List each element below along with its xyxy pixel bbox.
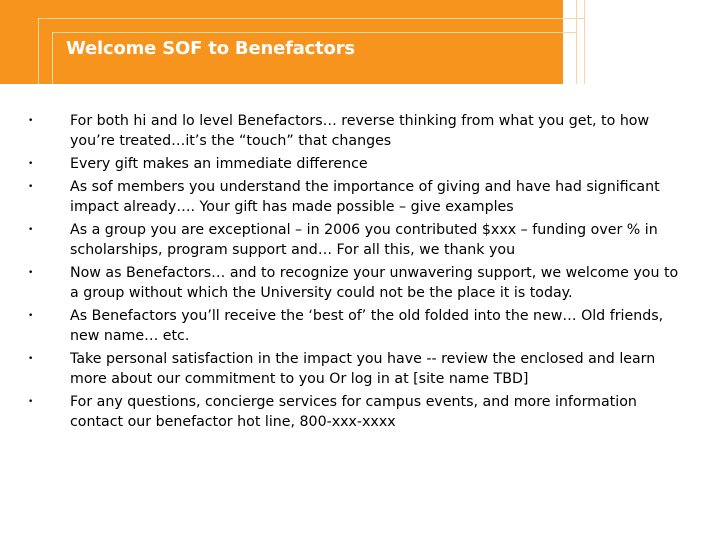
- bullet-text: As sof members you understand the importance of giving and have had significant impact already…. Your gift has made possible – give examples: [70, 179, 660, 215]
- bullet-dot-icon: •: [28, 116, 34, 126]
- bullet-dot-icon: •: [28, 354, 34, 364]
- decorative-frame-line: [38, 18, 39, 84]
- bullet-item: [28, 306, 688, 346]
- decorative-frame-line: [52, 32, 576, 33]
- bullet-text: Take personal satisfaction in the impact you have -- review the enclosed and learn more about our commitment to you Or log in at [site name TBD]: [70, 351, 656, 387]
- bullet-dot-icon: •: [28, 268, 34, 278]
- bullet-item: [28, 349, 688, 389]
- decorative-frame-line: [576, 0, 577, 84]
- bullet-dot-icon: •: [28, 397, 34, 407]
- bullet-list: [28, 111, 688, 435]
- bullet-item: [28, 111, 688, 151]
- bullet-text: Now as Benefactors… and to recognize your unwavering support, we welcome you to a group without which the University could not be the place it is today.: [70, 265, 679, 301]
- decorative-frame-line: [52, 32, 53, 84]
- bullet-text: Every gift makes an immediate difference: [70, 156, 368, 172]
- bullet-item: [28, 154, 688, 174]
- bullet-dot-icon: •: [28, 311, 34, 321]
- bullet-item: [28, 220, 688, 260]
- bullet-text: For any questions, concierge services for campus events, and more information contact our benefactor hot line, 800-xxx-xxxx: [70, 394, 637, 430]
- bullet-item: [28, 177, 688, 217]
- bullet-text: For both hi and lo level Benefactors… reverse thinking from what you get, to how you’re treated…it’s the “touch” that changes: [70, 113, 650, 149]
- decorative-frame-line: [38, 18, 584, 19]
- bullet-text: As a group you are exceptional – in 2006 you contributed $xxx – funding over % in scholarships, program support and… For all this, we thank you: [70, 222, 658, 258]
- bullet-dot-icon: •: [28, 159, 34, 169]
- bullet-dot-icon: •: [28, 182, 34, 192]
- bullet-item: [28, 392, 688, 432]
- bullet-dot-icon: •: [28, 225, 34, 235]
- bullet-item: [28, 263, 688, 303]
- bullet-text: As Benefactors you’ll receive the ‘best of’ the old folded into the new… Old friends, new name… etc.: [70, 308, 664, 344]
- decorative-frame-line: [584, 0, 585, 84]
- slide-title: Welcome SOF to Benefactors: [66, 38, 355, 59]
